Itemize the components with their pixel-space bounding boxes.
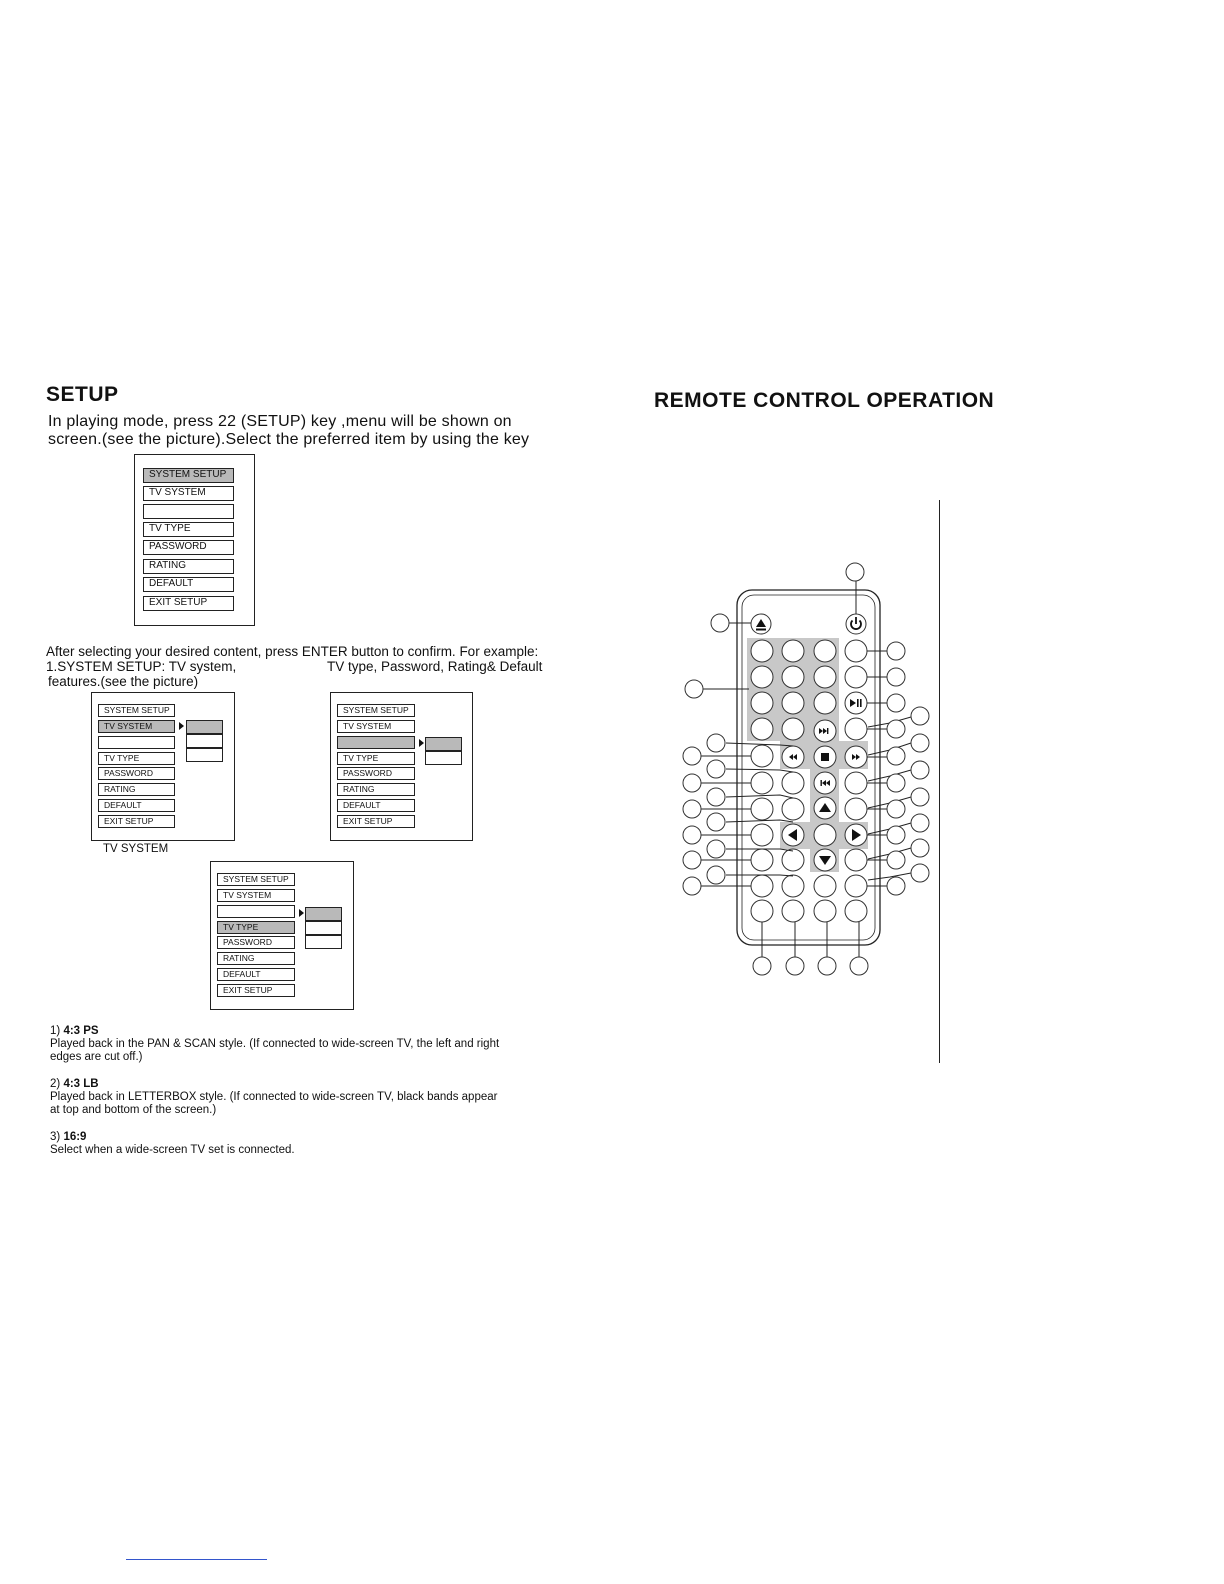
number-button[interactable]: [751, 718, 773, 740]
remote-button[interactable]: [782, 875, 804, 897]
remote-heading: REMOTE CONTROL OPERATION: [654, 389, 995, 412]
remote-button[interactable]: [751, 849, 773, 871]
menu-item-exit-setup[interactable]: EXIT SETUP: [217, 984, 295, 997]
number-button[interactable]: [782, 640, 804, 662]
remote-button[interactable]: [751, 745, 773, 767]
remote-button[interactable]: [845, 640, 867, 662]
remote-button[interactable]: [751, 772, 773, 794]
note-text-line2: edges are cut off.): [50, 1051, 143, 1063]
menu-item-password[interactable]: PASSWORD: [143, 540, 234, 555]
menu-item-system-setup[interactable]: SYSTEM SETUP: [217, 873, 295, 886]
note-text-line1: Played back in the PAN & SCAN style. (If connected to wide-screen TV, the left and right: [50, 1038, 500, 1050]
number-button[interactable]: [814, 692, 836, 714]
remote-button[interactable]: [751, 798, 773, 820]
remote-button[interactable]: [782, 849, 804, 871]
remote-button[interactable]: [845, 798, 867, 820]
note-number: 2): [50, 1078, 61, 1090]
after-line3: features.(see the picture): [48, 674, 199, 689]
remote-button[interactable]: [751, 875, 773, 897]
tv-system-caption: TV SYSTEM: [103, 843, 169, 855]
number-button[interactable]: [751, 640, 773, 662]
stop-icon: [821, 753, 829, 761]
remote-button[interactable]: [845, 849, 867, 871]
menu-item-rating[interactable]: RATING: [337, 783, 415, 796]
note-title: 4:3 PS: [63, 1025, 99, 1037]
menu-item-exit-setup[interactable]: EXIT SETUP: [98, 815, 175, 828]
remote-button[interactable]: [845, 718, 867, 740]
remote-button[interactable]: [845, 772, 867, 794]
menu-item-tv-type[interactable]: TV TYPE: [337, 752, 415, 765]
enter-button[interactable]: [814, 824, 836, 846]
menu-item-system-setup[interactable]: SYSTEM SETUP: [98, 704, 175, 717]
menu-item-password[interactable]: PASSWORD: [98, 767, 175, 780]
menu-item-password[interactable]: PASSWORD: [217, 936, 295, 949]
after-line2a: 1.SYSTEM SETUP: TV system,: [46, 659, 237, 674]
setup-intro-line2: screen.(see the picture).Select the preferred item by using the key: [48, 431, 530, 448]
number-button[interactable]: [782, 692, 804, 714]
remote-button[interactable]: [751, 900, 773, 922]
menu-item-password[interactable]: PASSWORD: [337, 767, 415, 780]
note-title: 16:9: [63, 1131, 87, 1143]
remote-button[interactable]: [782, 798, 804, 820]
menu-item-tv-system[interactable]: TV SYSTEM: [217, 889, 295, 902]
menu-item-tv-type[interactable]: TV TYPE: [98, 752, 175, 765]
setup-heading: SETUP: [46, 383, 119, 406]
note-number: 1): [50, 1025, 61, 1037]
menu-item-rating[interactable]: RATING: [143, 559, 234, 574]
remote-button[interactable]: [845, 875, 867, 897]
eject-icon-bar: [756, 629, 766, 631]
note-text-line2: at top and bottom of the screen.): [50, 1104, 217, 1116]
menu-item-tv-type[interactable]: TV TYPE: [143, 522, 234, 537]
menu-item-rating[interactable]: RATING: [98, 783, 175, 796]
menu-item-tv-system[interactable]: TV SYSTEM: [337, 720, 415, 733]
remote-button[interactable]: [751, 824, 773, 846]
note-number: 3): [50, 1131, 61, 1143]
menu-item-exit-setup[interactable]: EXIT SETUP: [143, 596, 234, 611]
number-button[interactable]: [814, 640, 836, 662]
remote-button[interactable]: [845, 900, 867, 922]
menu-item-system-setup[interactable]: SYSTEM SETUP: [337, 704, 415, 717]
menu-item-rating[interactable]: RATING: [217, 952, 295, 965]
menu-item-tv-type[interactable]: TV TYPE: [217, 921, 295, 934]
menu-item-default[interactable]: DEFAULT: [98, 799, 175, 812]
after-line1: After selecting your desired content, press ENTER button to confirm. For example:: [46, 644, 539, 659]
remote-button[interactable]: [814, 900, 836, 922]
number-button[interactable]: [751, 692, 773, 714]
number-button[interactable]: [782, 666, 804, 688]
menu-item-default[interactable]: DEFAULT: [337, 799, 415, 812]
menu-item-tv-system[interactable]: TV SYSTEM: [143, 486, 234, 501]
number-button[interactable]: [751, 666, 773, 688]
menu-item-tv-system[interactable]: TV SYSTEM: [98, 720, 175, 733]
note-text-line1: Played back in LETTERBOX style. (If connected to wide-screen TV, black bands appear: [50, 1091, 498, 1103]
menu-item-exit-setup[interactable]: EXIT SETUP: [337, 815, 415, 828]
menu-item-default[interactable]: DEFAULT: [217, 968, 295, 981]
note-text-line1: Select when a wide-screen TV set is connected.: [50, 1144, 295, 1156]
number-button[interactable]: [814, 666, 836, 688]
remote-button[interactable]: [814, 875, 836, 897]
remote-button[interactable]: [845, 666, 867, 688]
setup-intro-line1: In playing mode, press 22 (SETUP) key ,menu will be shown on: [48, 413, 512, 430]
remote-button[interactable]: [782, 772, 804, 794]
number-button[interactable]: [782, 718, 804, 740]
menu-item-default[interactable]: DEFAULT: [143, 577, 234, 592]
note-title: 4:3 LB: [63, 1078, 99, 1090]
menu-item-system-setup[interactable]: SYSTEM SETUP: [143, 468, 234, 483]
remote-button[interactable]: [782, 900, 804, 922]
after-line2b: TV type, Password, Rating& Default: [327, 659, 543, 674]
